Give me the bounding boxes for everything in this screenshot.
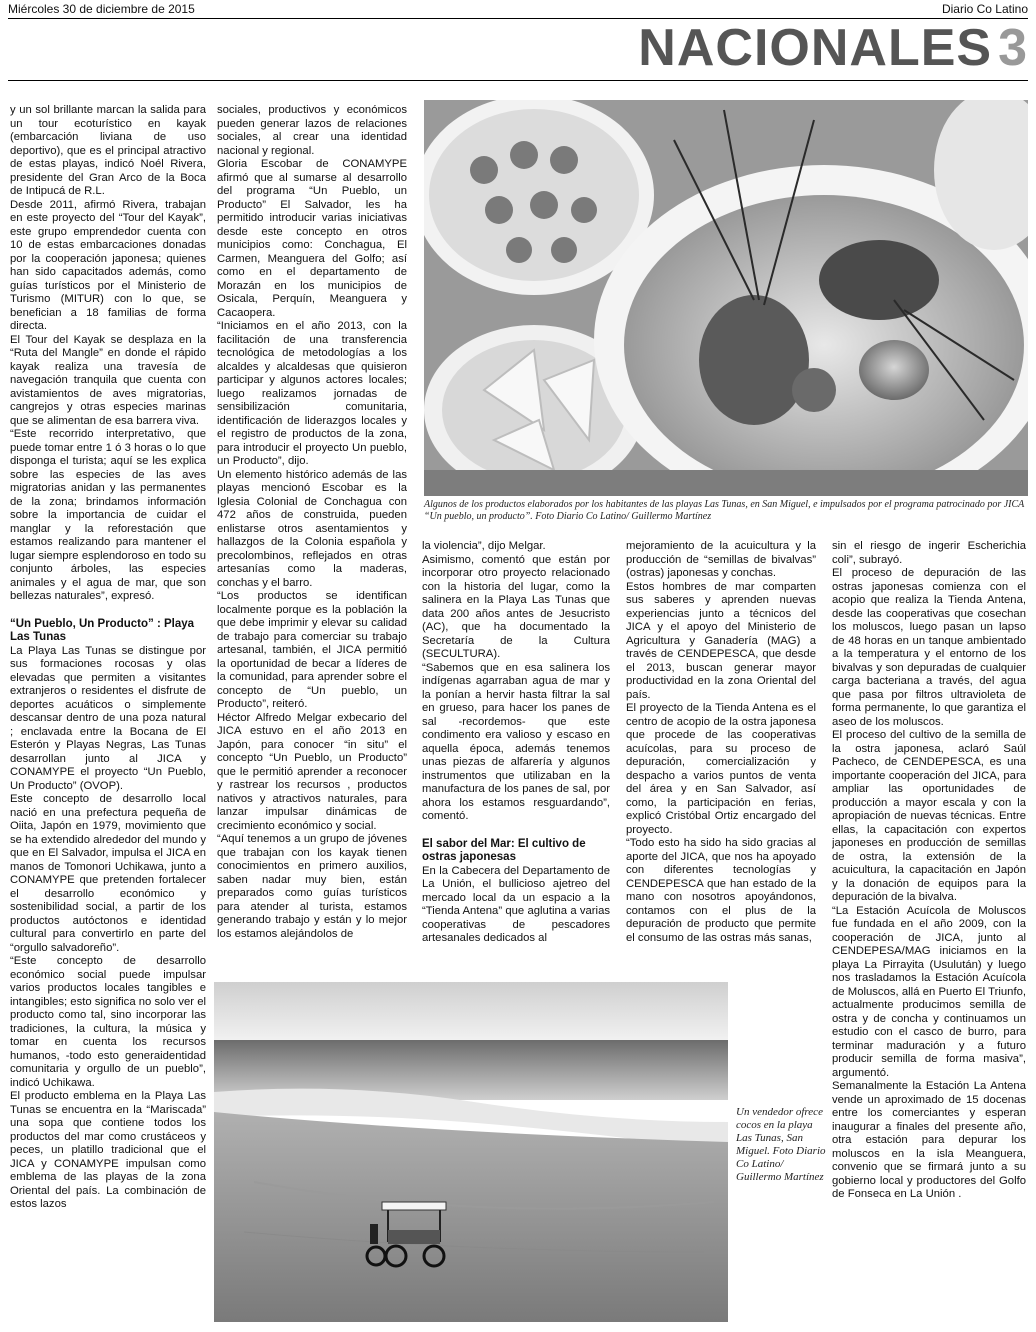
paragraph: sin el riesgo de ingerir Escherichia coli”, subrayó.: [832, 540, 1026, 566]
article-column-2: [217, 104, 407, 976]
paragraph: El Tour del Kayak se desplaza en la “Ruta del Mangle” en donde el rápido kayak realiza una travesía de navegación tranquila que cuenta con avistamientos de aves migratorias, cangrejos y otras especies marinas que se alimentan de esa barrera viva.: [10, 333, 206, 427]
paragraph: sociales, productivos y económicos pueden generar lazos de relaciones sociales, al crear una identidad nacional y regional.: [217, 104, 407, 157]
page-number: 3: [998, 19, 1028, 77]
article-column-4: [626, 540, 816, 976]
paragraph: mejoramiento de la acuicultura y la producción de “semillas de bivalvas” (ostras) japonesas y conchas.: [626, 540, 816, 579]
paragraph: “Aquí tenemos a un grupo de jóvenes que trabajan con los kayak tienen conocimientos en primero auxilios, saben nadar muy bien, están preparados como guías turísticos para atender al turista, estamos generando trabajo y están y lo mejor los estamos alejándolos de: [217, 833, 407, 940]
paragraph: “Iniciamos en el año 2013, con la facilitación de una transferencia tecnológica de metodologías a los alcaldes y alcaldesas que quisieron participar y algunos actores locales; luego realizamos jornadas de sensibilización comunitaria, identificación de liderazgos locales y el registro de productos de la zona, para introducir el proyecto Un pueblo, un Producto”, dijo.: [217, 320, 407, 467]
newspaper-name: Diario Co Latino: [941, 2, 1028, 16]
article-column-5: [832, 540, 1026, 1326]
seafood-image: [424, 100, 1028, 496]
paragraph: y un sol brillante marcan la salida para un tour ecoturístico en kayak (embarcación liviana de uso deportivo), que es el principal atractivo de estas playas, indicó Noél Rivera, presidente del Gran Arco de la Boca de Intipucá de R.L.: [10, 104, 206, 197]
paragraph: “Los productos se identifican localmente porque es la población la que debe imprimir y elevar su calidad de trabajo para comerciar su trabajo artesanal, también, el JICA permitió la oportunidad de becar a líderes de la comunidad, para aprender sobre el concepto de “Un pueblo, un Producto”, reiteró.: [217, 590, 407, 710]
paragraph: Estos hombres de mar comparten sus saberes y aprenden nuevas experiencias junto a técnicos del JICA y el apoyo del Ministerio de Agricultura y Ganadería (MAG) a través de CENDEPESCA, que desde el 2013, buscan generar mayor productividad en la zona Oriental del país.: [626, 580, 816, 701]
paragraph: En la Cabecera del Departamento de La Unión, el bullicioso ajetreo del mercado local da un espacio a la “Tienda Antena” que aglutina a varias cooperativas de pescadores artesanales dedicados al: [422, 864, 610, 944]
paragraph: La Playa Las Tunas se distingue por sus formaciones rocosas y olas elevadas que permiten a visitantes extranjeros o residentes el disfrute de deportes acuáticos o simplemente descansar dentro de una poza natural ; enclavada entre la Bocana de El Esterón y Playas Negras, Las Tunas desarrollan junto al JICA y CONAMYPE el proyecto “Un Pueblo, Un Producto” (OVOP).: [10, 644, 206, 792]
paragraph: “Todo esto ha sido ha sido gracias al aporte del JICA, que nos ha apoyado con diferentes tecnologías y CENDEPESCA que han estado de la mano con nosotros apoyándonos, contamos con el plus de la depuración de producto que permite el consumo de las ostras más sanas,: [626, 837, 816, 944]
paragraph: Gloria Escobar de CONAMYPE afirmó que al sumarse al desarrollo del programa “Un Pueblo, un Producto” El Salvador, les ha permitido introducir varias iniciativas desde este concepto en otros municipios como: Conchagua, El Carmen, Meanguera del Golfo; así como en el departamento de Morazán en los municipios de Osicala, Perquín, Meanguera y Cacaopera.: [217, 158, 407, 319]
paragraph: Desde 2011, afirmó Rivera, trabajan en este proyecto del “Tour del Kayak”, este grupo emprendedor cuenta con 10 de estas embarcaciones donadas por la cooperación japonesa; quienes han sido capacitados además, como guías turísticos por el Ministerio de Turismo (MITUR) con lo que, se benefician a 18 familias de forma directa.: [10, 198, 206, 332]
paragraph: El proceso del cultivo de la semilla de la ostra japonesa, aclaró Saúl Pacheco, de CENDEPESCA, es una importante cooperación del JICA, para ampliar las oportunidades de producción a mayor escala y con la apropiación de nuevas técnicas. Entre ellas, la capacitación con expertos japoneses en producción de semillas de ostra, la extensión de la acuicultura, la capacitación en Japón y la donación de equipos para la depuración de la bivalva.: [832, 729, 1026, 903]
article-column-1: [10, 104, 206, 1326]
paragraph: Un elemento histórico además de las playas mencionó Escobar es la Iglesia Colonial de Conchagua con 472 años de construida, pueden enlistarse otros asentamientos y hallazgos de la Colonia española y precolombinos, reflejados en otras artesanías como la maderas, conchas y el barro.: [217, 468, 407, 589]
subheading: El sabor del Mar: El cultivo de ostras japonesas: [422, 837, 586, 863]
paragraph: El producto emblema en la Playa Las Tunas se encuentra en la “Mariscada” una sopa que contiene todos los productos del mar como crustáceos y peces, un platillo tradicional que el JICA y CONAMYPE impulsan como emblema de las playas de la zona Oriental del país. La combinación de estos lazos: [10, 1090, 206, 1210]
subheading: “Un Pueblo, Un Producto” : Playa Las Tunas: [10, 617, 195, 643]
paragraph: la violencia”, dijo Melgar.: [422, 540, 546, 552]
photo-caption: Un vendedor ofrece cocos en la playa Las Tunas, San Miguel. Foto Diario Co Latino/ Guillermo Martínez: [736, 1106, 826, 1183]
paragraph: “Sabemos que en esa salinera los indígenas agarraban agua de mar y la ponían a hervir hasta filtrar la sal en grueso, para hacer los panes de sal -recordemos- que este condimento era valioso y escaso en aquella época, además tenemos unas piezas de alfarería y algunos instrumentos que utilizaban en la manufactura de los panes de sal, por ahora los estamos resguardando”, comentó.: [422, 661, 610, 822]
paragraph: Este concepto de desarrollo local nació en una prefectura pequeña de Oiita, Japón en 1979, movimiento que se ha extendido alrededor del mundo y que en El Salvador, impulsa el JICA en manos de Tomonori Uchikawa, junto a CONAMYPE que pretenden fortalecer el desarrollo económico y sostenibilidad social, a partir de los productos autóctonos e identidad cultural para convertirlo en parte del “orgullo salvadoreño”.: [10, 793, 206, 954]
paragraph: “La Estación Acuícola de Moluscos fue fundada en el año 2009, con la cooperación de JICA, junto al CENDEPESA/MAG iniciamos en la playa La Pirrayita (Usulután) y luego nos trasladamos la Estación Acuícola de Moluscos, allá en Puerto El Triunfo, actualmente producimos semilla de ostra y de concha y continuamos un estudio con el casco de burro, para terminar maduración y a futuro producir semilla de forma masiva”, argumentó.: [832, 904, 1026, 1079]
beach-vendor-image: [214, 982, 728, 1322]
article-column-3: [422, 540, 610, 976]
top-bar: [8, 2, 1028, 18]
paragraph: Héctor Alfredo Melgar exbecario del JICA estuvo en el año 2013 en Japón, para conocer “in situ” el concepto “Un Pueblo, un Producto” que le permitió aprender a reconocer y rastrear los recursos , productos nativos y atractivos naturales, para lanzar impulsar dinámicas de crecimiento económico y social.: [217, 711, 407, 832]
paragraph: El proyecto de la Tienda Antena es el centro de acopio de la ostra japonesa que procede de las cooperativas acuícolas, para su proceso de depuración, comercialización y despacho a varios puntos de venta del área y en San Salvador, así como, la participación en ferias, explicó Cristóbal Ortiz encargado del proyecto.: [626, 702, 816, 836]
seafood-photo: [424, 100, 1028, 496]
section-header: [638, 20, 1028, 76]
paragraph: El proceso de depuración de las ostras japonesas comienza con el acopio que realiza la Tienda Antena, desde las cooperativas que cosechan los moluscos, luego pasan un lapso de 48 horas en un tanque ambientado a la temperatura y el entorno de los bivalvas y son depuradas de cualquier carga bacteriana a través, del agua que pasa por filtros ultravioleta de forma permanente, lo que garantiza el aseo de los moluscos.: [832, 567, 1026, 728]
beach-photo: [214, 982, 728, 1322]
header-rule: [8, 80, 1028, 81]
paragraph: Semanalmente la Estación La Antena vende un aproximado de 15 docenas entre los comerciantes y esperan inaugurar a finales del presente año, otra estación para depurar los moluscos en la isla Meanguera, convenio que se firmará junto a su gobierno local y productores del Golfo de Fonseca en La Unión .: [832, 1080, 1026, 1200]
section-title: NACIONALES: [638, 19, 993, 77]
paragraph: Asimismo, comentó que están por incorporar otro proyecto relacionado con la historia del lugar, como la salinera en la Playa Las Tunas que data 200 años antes de Jesucristo (AC), que ha documentado la Secretaría de la Cultura (SECULTURA).: [422, 553, 610, 660]
paragraph: “Este recorrido interpretativo, que puede tomar entre 1 ó 3 horas o lo que disponga el turista; aquí se les explica sobre las especies de las aves migratorias anidan y las permanentes de la zona; brindamos información sobre la importancia de cuidar el manglar y la reforestación que estamos realizando para mantener el lugar siempre esplendoroso en todo su conjunto árboles, las especies animales y el agua de mar, que son bellezas naturales”, expresó.: [10, 428, 206, 602]
photo-caption: Algunos de los productos elaborados por los habitantes de las playas Las Tunas, en San Miguel, e impulsados por el programa patrocinado por JICA “Un pueblo, un producto”. Foto Diario Co Latino/ Guillermo Martínez: [424, 499, 1025, 522]
paragraph: “Este concepto de desarrollo económico social puede impulsar varios productos locales tangibles e intangibles; esto significa no solo ver el producto como tal, sino incorporar las tradiciones, la cultura, la música y tomar en cuenta los recursos humanos, -todo esto generaidentidad comunitaria y orgullo de un pueblo”, indicó Uchikawa.: [10, 955, 206, 1089]
issue-date: Miércoles 30 de diciembre de 2015: [8, 2, 195, 16]
